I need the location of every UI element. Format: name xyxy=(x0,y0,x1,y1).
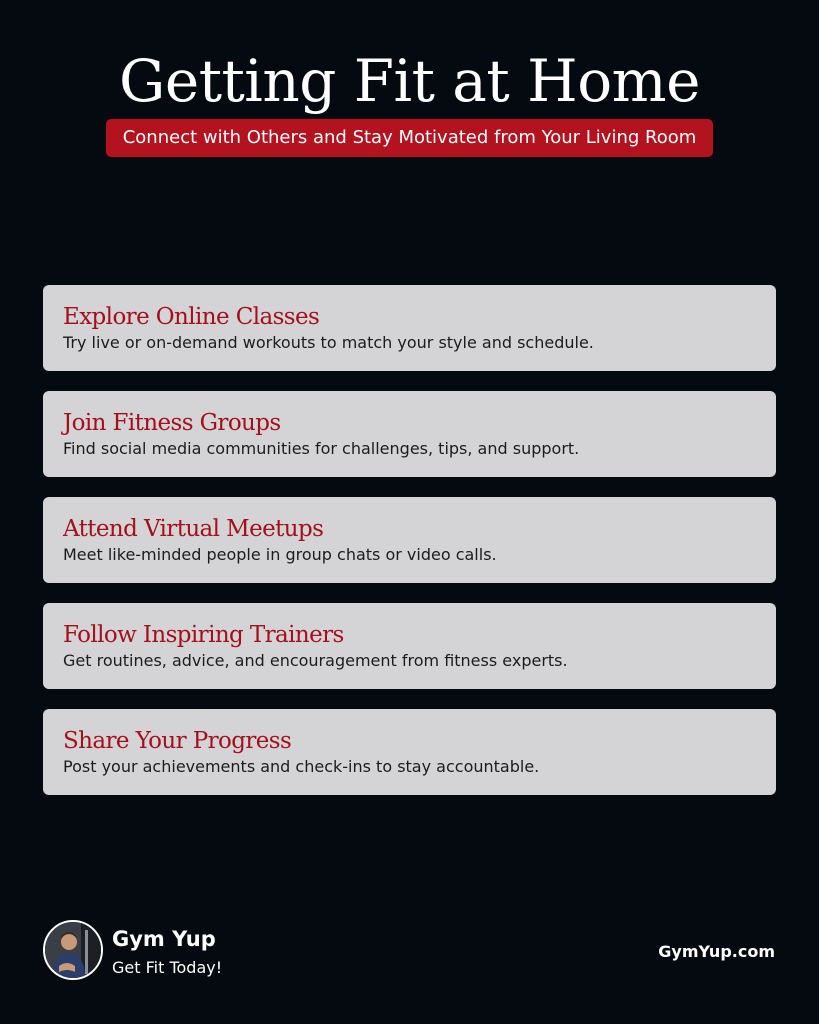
tip-card-title: Explore Online Classes xyxy=(63,304,320,330)
avatar xyxy=(43,920,103,980)
tip-card-title: Join Fitness Groups xyxy=(63,410,281,436)
subtitle-banner xyxy=(0,119,819,157)
page-title: Getting Fit at Home xyxy=(119,47,700,115)
brand-tagline: Get Fit Today! xyxy=(112,958,223,977)
tip-card-description: Find social media communities for challenges, tips, and support. xyxy=(63,439,580,458)
tip-card-title: Share Your Progress xyxy=(63,728,292,754)
tip-card-title: Attend Virtual Meetups xyxy=(63,516,324,542)
tip-card-fitness-groups xyxy=(43,391,776,477)
subtitle-text: Connect with Others and Stay Motivated from Your Living Room xyxy=(106,119,714,157)
tip-card-virtual-meetups xyxy=(43,497,776,583)
tip-card-description: Try live or on-demand workouts to match your style and schedule. xyxy=(63,333,594,352)
tip-card-inspiring-trainers xyxy=(43,603,776,689)
tip-card-online-classes xyxy=(43,285,776,371)
tip-card-description: Post your achievements and check-ins to stay accountable. xyxy=(63,757,540,776)
tip-card-title: Follow Inspiring Trainers xyxy=(63,622,344,648)
tip-card-share-progress xyxy=(43,709,776,795)
website-link[interactable]: GymYup.com xyxy=(658,942,775,961)
tip-card-description: Get routines, advice, and encouragement from fitness experts. xyxy=(63,651,568,670)
brand-name: Gym Yup xyxy=(112,927,216,951)
person-photo-icon xyxy=(45,922,101,978)
tips-list xyxy=(43,285,776,815)
tip-card-description: Meet like-minded people in group chats or video calls. xyxy=(63,545,497,564)
